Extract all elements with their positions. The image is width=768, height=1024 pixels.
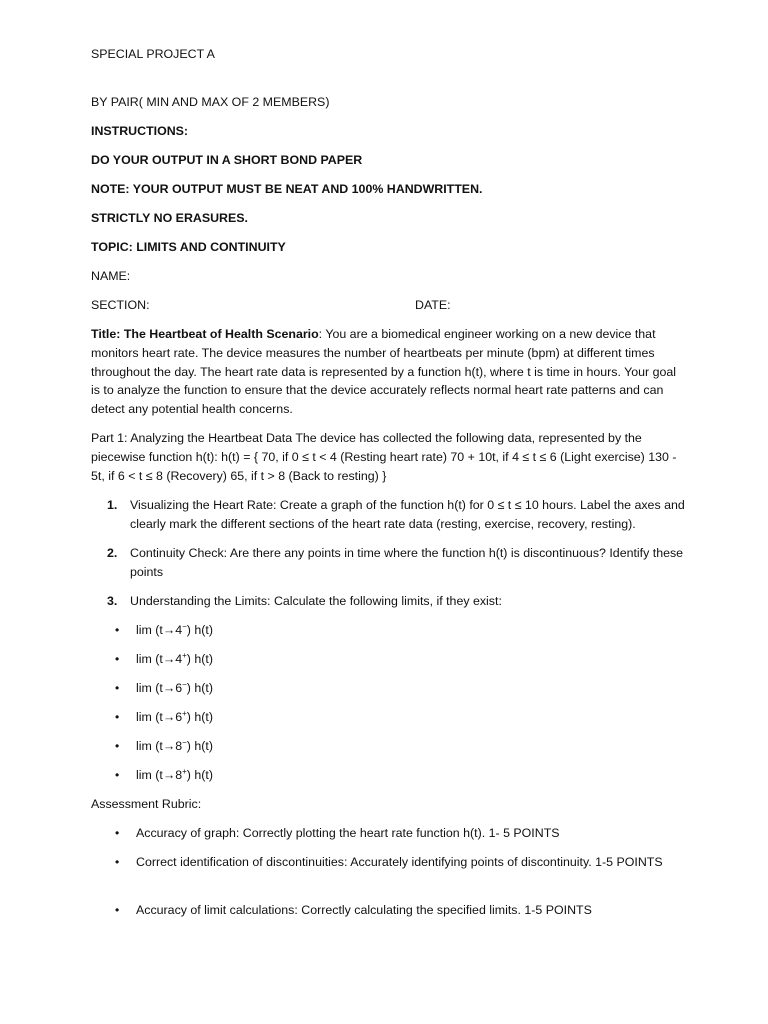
erasures-note: STRICTLY NO ERASURES. — [91, 211, 248, 225]
limit-item — [115, 650, 675, 669]
limit-function: ) h(t) — [186, 681, 213, 695]
part1-paragraph: Part 1: Analyzing the Heartbeat Data The device has collected the following data, represented by the piecewise function h(t): h(t) = { 70, if 0 ≤ t < 4 (Resting heart rate) 70 + 10t, if 4 ≤ t ≤ 6 (Light exercise) 130 - 5t, if 6 < t ≤ 8 (Recovery) 65, if t > 8 (Back to resting) } — [91, 431, 677, 483]
limit-expression: lim (t→8 — [136, 768, 183, 782]
limit-item — [115, 679, 675, 698]
rubric-item — [115, 824, 675, 843]
limit-side: + — [182, 708, 187, 718]
limit-expression: lim (t→6 — [136, 681, 183, 695]
section-label: SECTION: — [91, 298, 150, 312]
bullet-icon: • — [115, 826, 120, 840]
limit-function: ) h(t) — [186, 652, 213, 666]
rubric-item — [115, 853, 675, 872]
project-title: SPECIAL PROJECT A — [91, 47, 215, 61]
limit-expression: lim (t→4 — [136, 652, 183, 666]
limit-side: − — [182, 737, 187, 747]
bullet-icon: • — [115, 739, 120, 753]
date-label: DATE: — [415, 298, 451, 312]
instructions-heading: INSTRUCTIONS: — [91, 124, 189, 138]
bullet-icon: • — [115, 652, 120, 666]
task-text: Understanding the Limits: Calculate the following limits, if they exist: — [130, 594, 502, 608]
task-text: Continuity Check: Are there any points in time where the function h(t) is discontinuous? Identify these points — [130, 546, 684, 579]
scenario-title: Title: The Heartbeat of Health Scenario — [91, 327, 319, 341]
rubric-text: Correct identification of discontinuities: Accurately identifying points of discontinuity. 1-5 POINTS — [136, 855, 663, 869]
limit-function: ) h(t) — [186, 768, 213, 782]
handwritten-note: NOTE: YOUR OUTPUT MUST BE NEAT AND 100% HANDWRITTEN. — [91, 182, 483, 196]
task-number: 2. — [107, 546, 118, 560]
bullet-icon: • — [115, 903, 120, 917]
limit-expression: lim (t→8 — [136, 739, 183, 753]
output-instruction: DO YOUR OUTPUT IN A SHORT BOND PAPER — [91, 153, 363, 167]
rubric-item — [115, 901, 675, 920]
limit-item — [115, 766, 675, 785]
task-item-3 — [107, 592, 687, 611]
name-label: NAME: — [91, 269, 131, 283]
rubric-text: Accuracy of limit calculations: Correctly calculating the specified limits. 1-5 POINTS — [136, 903, 592, 917]
limit-function: ) h(t) — [186, 739, 213, 753]
rubric-text: Accuracy of graph: Correctly plotting the heart rate function h(t). 1- 5 POINTS — [136, 826, 560, 840]
scenario-body: : You are a biomedical engineer working on a new device that monitors heart rate. The device measures the number of heartbeats per minute (bpm) at different times throughout the day. The heart rate data is represented by a function h(t), where t is time in hours. Your goal is to analyze the function to ensure that the device accurately reflects normal heart rate patterns and can detect any potential health concerns. — [91, 327, 677, 417]
limit-function: ) h(t) — [186, 623, 213, 637]
task-text: Visualizing the Heart Rate: Create a graph of the function h(t) for 0 ≤ t ≤ 10 hours. Label the axes and clearly mark the different sections of the heart rate data (resting, exercise, recovery, resting). — [130, 498, 685, 531]
pair-note: BY PAIR( MIN AND MAX OF 2 MEMBERS) — [91, 95, 330, 109]
limit-side: − — [182, 679, 187, 689]
limit-side: + — [182, 650, 187, 660]
topic-line: TOPIC: LIMITS AND CONTINUITY — [91, 240, 286, 254]
task-number: 1. — [107, 498, 118, 512]
bullet-icon: • — [115, 681, 120, 695]
scenario-paragraph — [91, 325, 681, 419]
limit-expression: lim (t→4 — [136, 623, 183, 637]
rubric-heading: Assessment Rubric: — [91, 797, 202, 811]
task-item-1 — [107, 496, 687, 534]
limit-side: − — [182, 621, 187, 631]
task-number: 3. — [107, 594, 118, 608]
bullet-icon: • — [115, 710, 120, 724]
limit-side: + — [182, 766, 187, 776]
bullet-icon: • — [115, 623, 120, 637]
limit-item — [115, 708, 675, 727]
task-item-2 — [107, 544, 687, 582]
bullet-icon: • — [115, 768, 120, 782]
limit-function: ) h(t) — [186, 710, 213, 724]
limit-expression: lim (t→6 — [136, 710, 183, 724]
bullet-icon: • — [115, 855, 120, 869]
limit-item — [115, 621, 675, 640]
limit-item — [115, 737, 675, 756]
